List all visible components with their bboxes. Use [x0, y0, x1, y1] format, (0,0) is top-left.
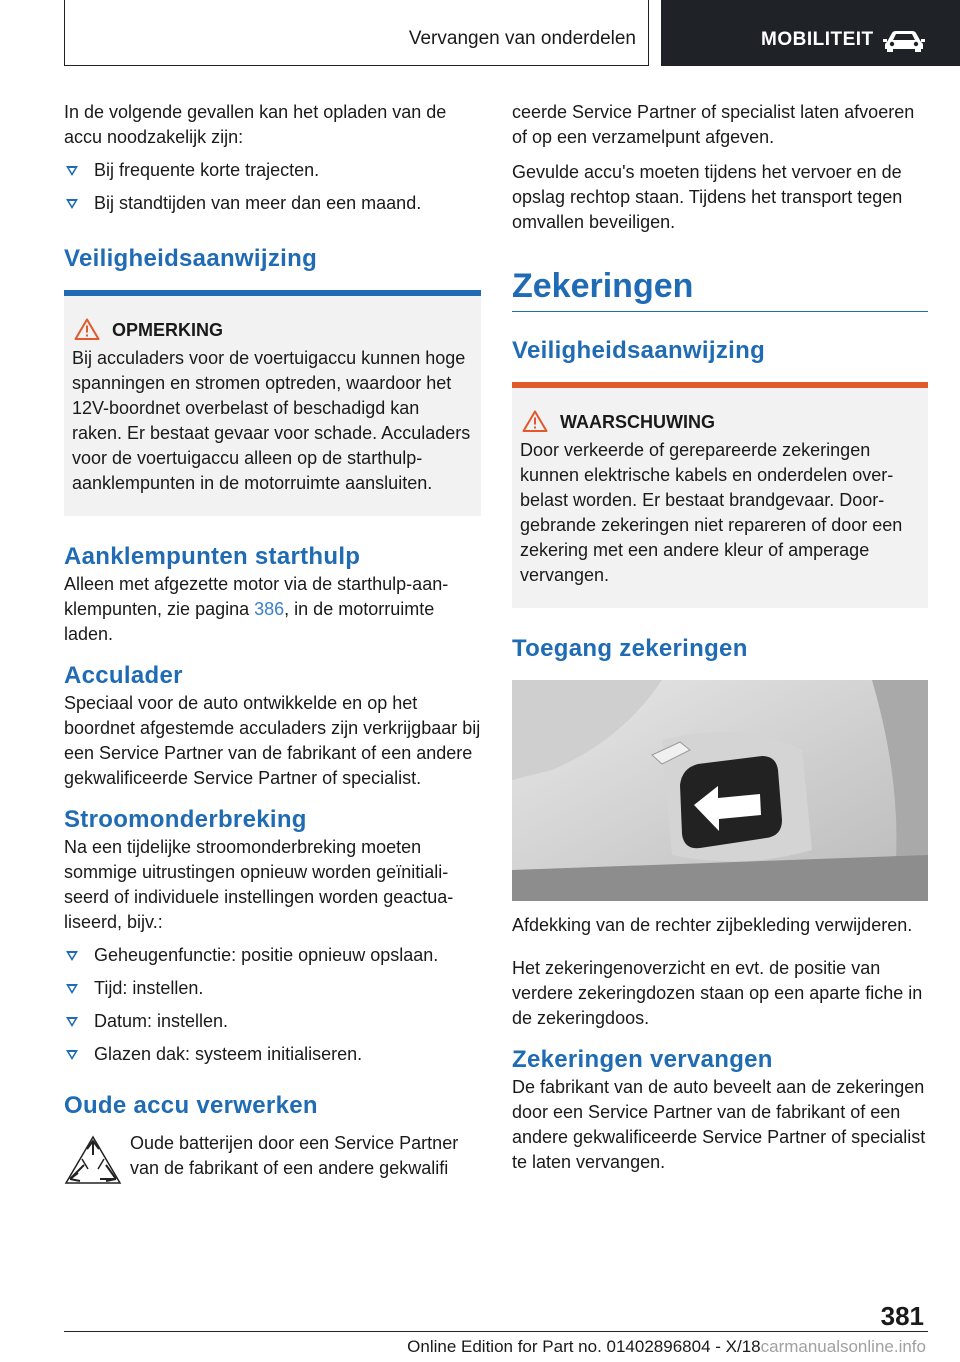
notice-text: Bij acculaders voor de voertuigaccu kunnen hoge spanningen en stromen optreden, waardoor het 12V-boordnet overbelast of beschadigd kan raken. Er bestaat gevaar voor schade. Acculaders voor de voertuigaccu alleen op de starthulp-aanklempunten in de motorruimte aansluiten.: [72, 348, 471, 493]
safety-heading: Veiligheidsaanwijzing: [64, 245, 318, 272]
page-reference-link[interactable]: 386: [254, 599, 285, 619]
watermark: carmanualsonline.info: [760, 1337, 926, 1356]
triangle-bullet-icon: [66, 166, 78, 176]
triangle-bullet-icon: [66, 1017, 78, 1027]
trim-panel-illustration: [512, 680, 928, 901]
warning-box: [512, 382, 928, 608]
list-item: Datum: instellen.: [64, 1009, 481, 1034]
left-column: [64, 100, 481, 1181]
triangle-bullet-icon: [66, 951, 78, 961]
power-interruption-text: Na een tijdelijke stroomonderbreking moeten sommige uitrustingen opnieuw worden geïnitialiseerd of individuele instellingen worden geactualiseerd, bijv.:: [64, 837, 454, 932]
old-battery-text: Oude batterijen door een Service Partner van de fabrikant of een andere gekwalifi: [130, 1133, 459, 1178]
chapter-label: MOBILITEIT: [761, 29, 874, 50]
charger-text: Speciaal voor de auto ontwikkelde en op het boordnet afgestemde acculaders zijn verkrijgbaar bij een Service Partner van de fabrikant of een andere gekwalificeerde Service Partner of specialist.: [64, 693, 481, 788]
old-battery-block: [64, 1131, 481, 1181]
power-interruption-heading: Stroomonderbreking: [64, 806, 307, 833]
fuses-heading: Zekeringen: [512, 265, 928, 312]
car-icon: [883, 28, 925, 52]
warning-triangle-icon: [522, 410, 548, 432]
warning-triangle-icon: [74, 318, 100, 340]
footer-divider: [64, 1331, 928, 1332]
charging-intro: In de volgende gevallen kan het opladen van de accu noodzakelijk zijn:: [64, 102, 447, 147]
replace-fuses-heading: Zekeringen vervangen: [512, 1046, 773, 1073]
right-column: [512, 100, 928, 1175]
fuse-cover-photo: [512, 680, 928, 901]
jump-start-text: Alleen met afgezette motor via de starthulp-aanklempunten, zie pagina 386, in de motorruimte laden.: [64, 574, 449, 644]
fuse-access-heading: Toegang zekeringen: [512, 635, 748, 662]
warning-text: Door verkeerde of gerepareerde zekeringen kunnen elektrische kabels en onderdelen overbelast worden. Er bestaat brandgevaar. Doorgebrande zekeringen niet repareren of door een zekering met een andere kleur of amperage vervangen.: [520, 440, 903, 585]
list-item: Bij standtijden van meer dan een maand.: [64, 191, 481, 216]
notice-header: OPMERKING: [72, 318, 473, 342]
reset-items-list: [64, 943, 481, 1067]
disposal-continued-text: ceerde Service Partner of specialist laten afvoeren of op een verzamelpunt afgeven.: [512, 102, 915, 147]
fuses-safety-heading: Veiligheidsaanwijzing: [512, 337, 766, 364]
triangle-bullet-icon: [66, 199, 78, 209]
section-title: Vervangen van onderdelen: [408, 28, 636, 49]
list-item: Tijd: instellen.: [64, 976, 481, 1001]
list-item: Bij frequente korte trajecten.: [64, 158, 481, 183]
jump-start-heading: Aanklempunten starthulp: [64, 543, 361, 570]
list-item: Glazen dak: systeem initialiseren.: [64, 1042, 481, 1067]
triangle-bullet-icon: [66, 1050, 78, 1060]
triangle-bullet-icon: [66, 984, 78, 994]
header-section-box: [64, 0, 649, 66]
fuse-overview-text: Het zekeringenoverzicht en evt. de positie van verdere zekeringdozen staan op een aparte fiche in de zekeringdoos.: [512, 958, 923, 1028]
charging-cases-list: [64, 158, 481, 216]
charger-heading: Acculader: [64, 662, 183, 689]
old-battery-heading: Oude accu verwerken: [64, 1092, 318, 1119]
page-number: 381: [880, 1301, 924, 1331]
chapter-tab[interactable]: [661, 0, 960, 66]
footer-edition: Online Edition for Part no. 01402896804 - X/18carmanualsonline.info: [407, 1337, 926, 1356]
notice-box: [64, 290, 481, 516]
recycle-icon: [64, 1135, 122, 1187]
warning-header: WAARSCHUWING: [520, 410, 920, 434]
list-item: Geheugenfunctie: positie opnieuw opslaan.: [64, 943, 481, 968]
photo-caption: Afdekking van de rechter zijbekleding verwijderen.: [512, 915, 913, 935]
upright-transport-text: Gevulde accu's moeten tijdens het vervoer en de opslag rechtop staan. Tijdens het transport tegen omvallen beveiligen.: [512, 162, 903, 232]
replace-fuses-text: De fabrikant van de auto beveelt aan de zekeringen door een Service Partner van de fabrikant of een andere gekwalificeerde Service Partner of specialist te laten vervangen.: [512, 1077, 926, 1172]
